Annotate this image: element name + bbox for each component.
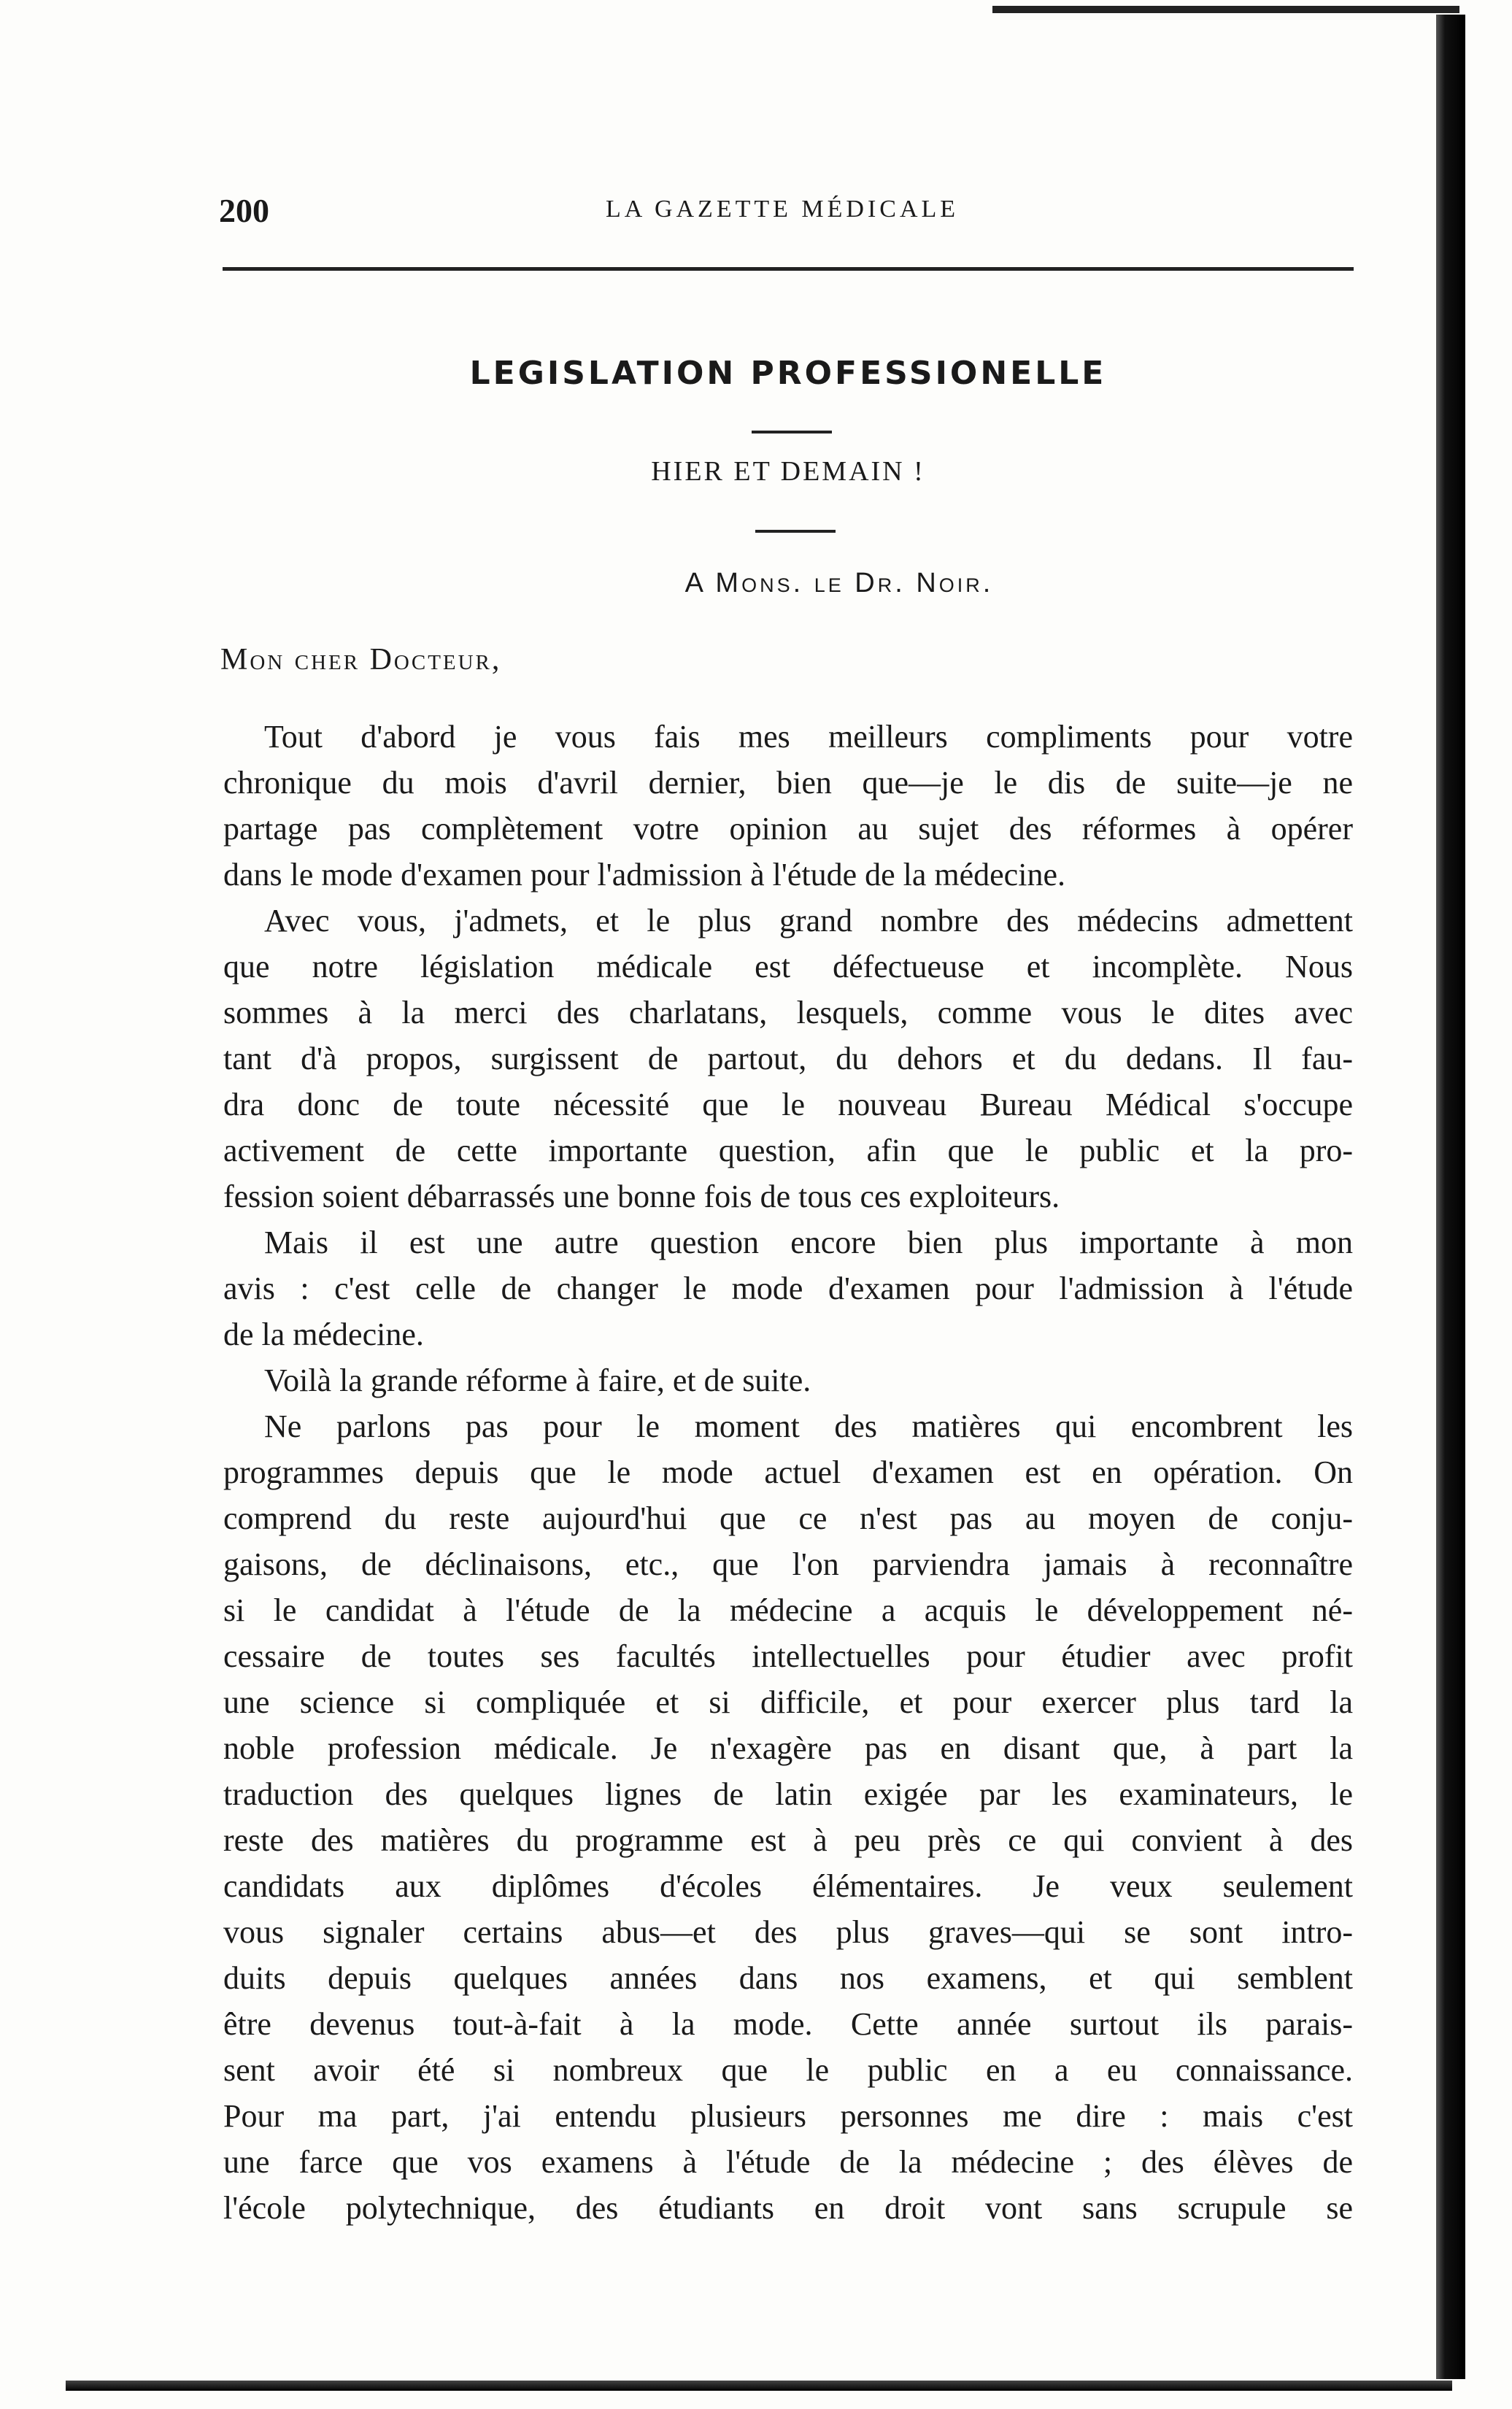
body-line: Tout d'abord je vous fais mes meilleurs compliments pour votre (264, 719, 1353, 755)
body-line: noble profession médicale. Je n'exagère pas en disant que, à part la (223, 1730, 1353, 1766)
body-line: fession soient débarrassés une bonne fois de tous ces exploiteurs. (223, 1179, 1060, 1214)
scan-edge-top (992, 6, 1459, 13)
page-number: 200 (219, 192, 269, 229)
salutation: Mon cher Docteur, (220, 643, 502, 677)
body-line: partage pas complètement votre opinion au sujet des réformes à opérer (223, 811, 1353, 847)
article-subtitle: HIER ET DEMAIN ! (651, 456, 925, 487)
body-line: Mais il est une autre question encore bien plus importante à mon (264, 1225, 1353, 1260)
body-line: avis : c'est celle de changer le mode d'examen pour l'admission à l'étude (223, 1271, 1353, 1306)
subtitle-divider (755, 530, 836, 533)
body-line: Avec vous, j'admets, et le plus grand nombre des médecins admettent (264, 903, 1353, 938)
body-line: l'école polytechnique, des étudiants en droit vont sans scrupule se (223, 2190, 1353, 2226)
body-line: chronique du mois d'avril dernier, bien que—je le dis de suite—je ne (223, 765, 1353, 801)
body-line: programmes depuis que le mode actuel d'examen est en opération. On (223, 1454, 1353, 1490)
body-line: Pour ma part, j'ai entendu plusieurs personnes me dire : mais c'est (223, 2098, 1353, 2134)
body-line: cessaire de toutes ses facultés intellectuelles pour étudier avec profit (223, 1638, 1353, 1674)
body-line: être devenus tout-à-fait à la mode. Cette année surtout ils parais- (223, 2006, 1353, 2042)
body-line: comprend du reste aujourd'hui que ce n'est pas au moyen de conju- (223, 1500, 1353, 1536)
body-line: que notre législation médicale est défectueuse et incomplète. Nous (223, 949, 1353, 984)
body-line: tant d'à propos, surgissent de partout, du dehors et du dedans. Il fau- (223, 1041, 1353, 1076)
scan-edge-right (1436, 15, 1465, 2379)
body-line: gaisons, de déclinaisons, etc., que l'on parviendra jamais à reconnaître (223, 1546, 1353, 1582)
title-divider (752, 431, 832, 433)
body-line: vous signaler certains abus—et des plus graves—qui se sont intro- (223, 1914, 1353, 1950)
page-header (219, 191, 1357, 235)
body-line: Ne parlons pas pour le moment des matières qui encombrent les (264, 1408, 1353, 1444)
body-line: candidats aux diplômes d'écoles élémentaires. Je veux seulement (223, 1868, 1353, 1904)
body-line: traduction des quelques lignes de latin exigée par les examinateurs, le (223, 1776, 1353, 1812)
body-line: reste des matières du programme est à peu près ce qui convient à des (223, 1822, 1353, 1858)
body-line: une farce que vos examens à l'étude de la médecine ; des élèves de (223, 2144, 1353, 2180)
body-line: duits depuis quelques années dans nos examens, et qui semblent (223, 1960, 1353, 1996)
article-title: LEGISLATION PROFESSIONELLE (469, 355, 1107, 392)
body-line: de la médecine. (223, 1317, 424, 1352)
body-line: si le candidat à l'étude de la médecine a acquis le développement né- (223, 1592, 1353, 1628)
body-text (223, 714, 1353, 2231)
running-title: LA GAZETTE MÉDICALE (606, 196, 960, 223)
body-line: dra donc de toute nécessité que le nouveau Bureau Médical s'occupe (223, 1087, 1353, 1122)
body-line: dans le mode d'examen pour l'admission à l'étude de la médecine. (223, 857, 1065, 893)
addressee: A Mons. le Dr. Noir. (684, 568, 994, 598)
scan-edge-bottom (66, 2381, 1452, 2391)
body-line: une science si compliquée et si difficile, et pour exercer plus tard la (223, 1684, 1353, 1720)
body-line: sent avoir été si nombreux que le public en a eu connaissance. (223, 2052, 1353, 2088)
header-rule (223, 267, 1354, 271)
body-line: sommes à la merci des charlatans, lesquels, comme vous le dites avec (223, 995, 1353, 1030)
body-line: activement de cette importante question, afin que le public et la pro- (223, 1133, 1353, 1168)
body-line: Voilà la grande réforme à faire, et de suite. (264, 1362, 811, 1398)
